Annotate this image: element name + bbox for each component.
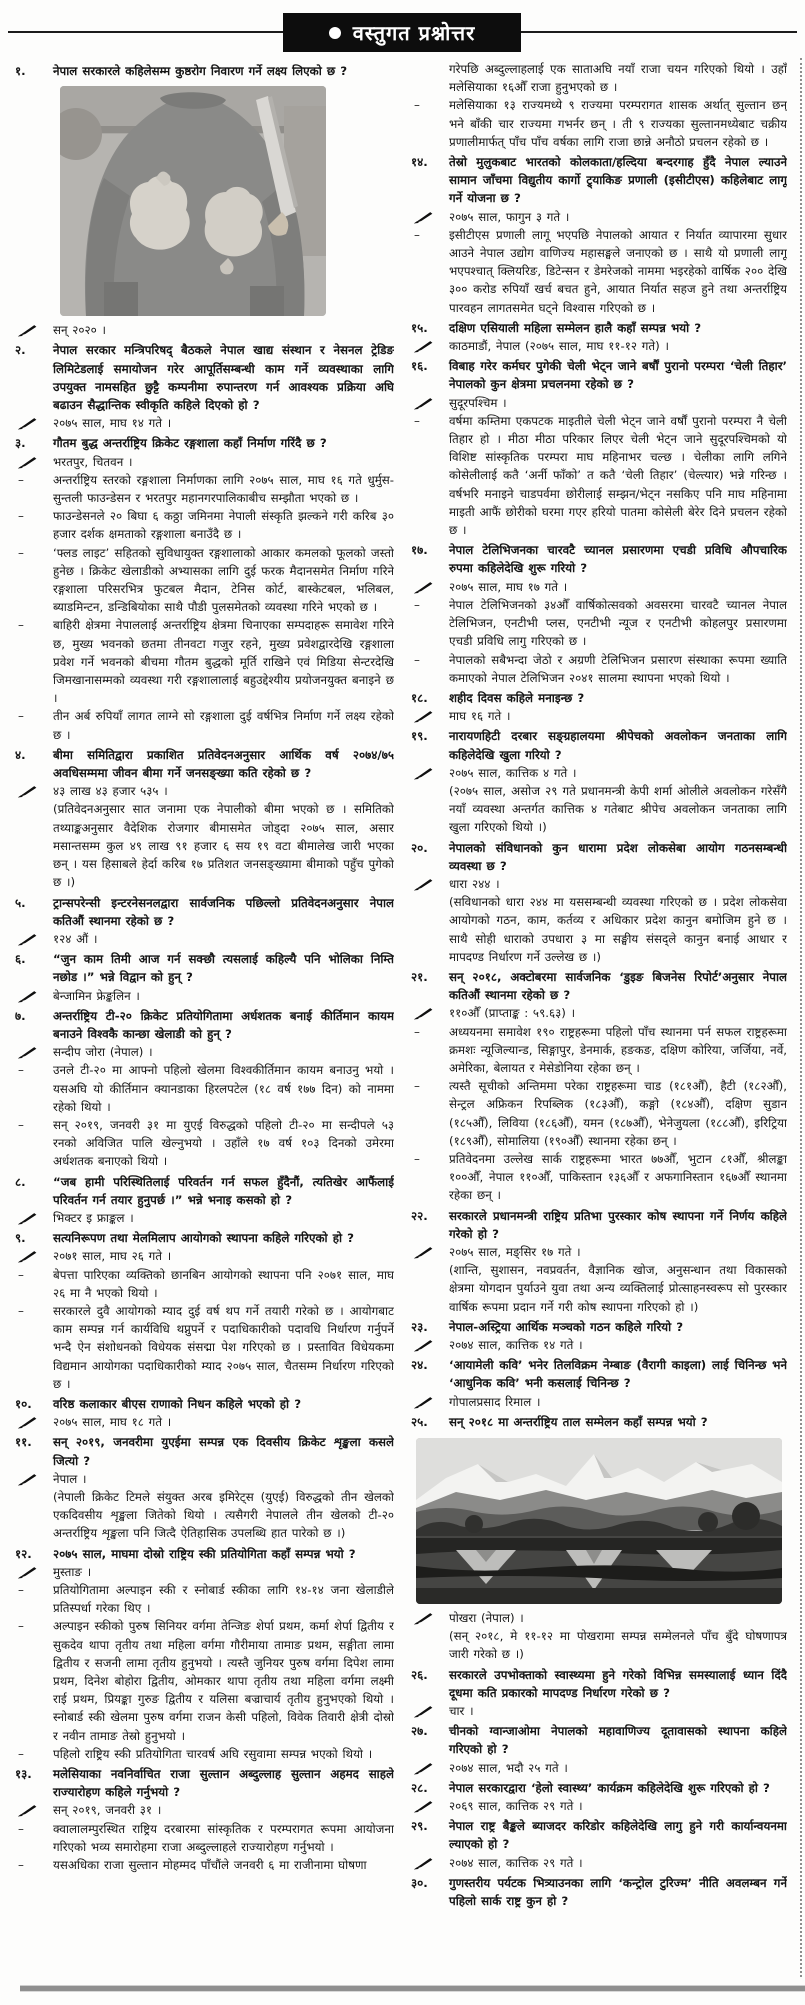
question-text: सन् २०१८, अक्टोबरमा सार्वजनिक ‘डुइङ बिजनेस रिपोर्ट’अनुसार नेपाल कतिऔं स्थानमा रहेको छ ?: [449, 969, 787, 1003]
right-margin-dotted-rule: [800, 58, 802, 1977]
question-item: [14, 341, 394, 414]
detail-item: [410, 96, 787, 151]
question-text: सत्यनिरूपण तथा मेलमिलाप आयोगको स्थापना कहिले गरिएको हो ?: [53, 1231, 354, 1246]
question-text: ट्रान्सपरेन्सी इन्टरनेसनलद्वारा सार्वजनिक पछिल्लो प्रतिवेदनअनुसार नेपाल कतिऔं स्थानमा रहेको छ ?: [53, 895, 394, 928]
answer-text: नेपाल ।: [53, 1471, 87, 1486]
answer-item: [410, 1004, 787, 1022]
answer-pen-icon: [413, 340, 434, 358]
answer-item: [410, 1702, 787, 1720]
question-number: ११.: [15, 1435, 32, 1450]
question-text: गौतम बुद्ध अन्तर्राष्ट्रिय क्रिकेट रङ्गशाला कहाँ निर्माण गरिंदै छ ?: [53, 436, 327, 451]
question-item: [410, 1874, 787, 1910]
detail-text: प्रतिवेदनमा उल्लेख सार्क राष्ट्रहरूमा भारत ७७औँ, भुटान ८१औँ, श्रीलङ्का १००औँ, नेपाल ११०औँ, पाकिस्तान १३६औँ र अफगानिस्तान १६७औँ स्थानमा रहेका छन् ।: [449, 1151, 787, 1203]
detail-item: [410, 1150, 787, 1205]
answer-item: [14, 453, 394, 471]
detail-item: [14, 471, 394, 507]
detail-item: [14, 507, 394, 543]
question-text: “जुन काम तिमी आज गर्न सक्छौ त्यसलाई कहिल्यै पनि भोलिका निम्ति नछोड ।” भन्ने विद्वान को हुन् ?: [53, 952, 394, 985]
question-item: [410, 1779, 787, 1797]
answer-text: भिक्टर इ फ्राङ्कल ।: [53, 1210, 134, 1225]
dash-marker: –: [414, 413, 420, 428]
question-text: नेपाल सरकारले कहिलेसम्म कुष्ठरोग निवारण गर्ने लक्ष्य लिएको छ ?: [53, 64, 348, 78]
question-item: [14, 1433, 394, 1469]
question-text: नेपाल सरकार मन्त्रिपरिषद् बैठकले नेपाल खाद्य संस्थान र नेसनल ट्रेडिङ लिमिटेडलाई समायोजन गरेर आपूर्तिसम्बन्धी काम गर्ने व्यवस्थाका लागि उपयुक्त नामसहित छुट्टै कम्पनीमा रुपान्तरण गर्न आवश्यक प्रक्रिया अघि बढाउन सैद्धान्तिक स्वीकृति कहिले दिएको हो ?: [53, 343, 394, 413]
answer-text: २०७४ साल, कात्तिक १४ गते ।: [449, 1338, 583, 1353]
question-text: वरिष्ठ कलाकार बीएस राणाको निधन कहिले भएको हो ?: [53, 1396, 302, 1411]
detail-text: यसअधिका राजा सुल्तान मोहम्मद पाँचौंले जनवरी ६ मा राजीनामा घोषणा: [53, 1858, 367, 1873]
question-text: सन् २०१९, जनवरीमा युएईमा सम्पन्न एक दिवसीय क्रिकेट शृङ्खला कसले जित्यो ?: [53, 1435, 394, 1468]
question-item: [14, 1545, 394, 1563]
answer-text: पोखरा (नेपाल) ।: [449, 1611, 524, 1626]
right-column: [410, 60, 787, 1974]
detail-item: [410, 412, 787, 539]
answer-text: गोपालप्रसाद रिमाल ।: [449, 1394, 541, 1409]
answer-pen-icon: [17, 417, 38, 435]
detail-text: पहिलो राष्ट्रिय स्की प्रतियोगिता चारवर्ष अघि रसुवामा सम्पन्न भएको थियो ।: [53, 1746, 373, 1761]
detail-item: [14, 616, 394, 707]
detail-item: [410, 1023, 787, 1078]
answer-item: [410, 578, 787, 596]
answer-pen-icon: [413, 710, 434, 728]
dash-marker: –: [18, 618, 24, 633]
question-item: [14, 1395, 394, 1413]
question-number: ६.: [15, 952, 26, 967]
question-text: शहीद दिवस कहिले मनाइन्छ ?: [449, 690, 585, 705]
question-item: [410, 319, 787, 337]
note-text: (सविधानको धारा २४४ मा यससम्बन्धी व्यवस्था गरिएको छ । प्रदेश लोकसेवा आयोगको गठन, काम, कर्तव्य र अधिकार प्रदेश कानुन बमोजिम हुने छ । साथै सोही धाराको उपधारा ३ मा सङ्घीय संसद्ले कानुन बनाई आधार र मापदण्ड निर्धारण गर्ने उल्लेख छ ।): [449, 895, 787, 964]
detail-item: [14, 1302, 394, 1393]
answer-item: [14, 987, 394, 1005]
dash-marker: –: [18, 1303, 24, 1318]
question-number: ४.: [15, 747, 26, 762]
note-item: [410, 1261, 787, 1316]
note-item: [410, 1627, 787, 1663]
question-number: १.: [15, 64, 26, 78]
dash-marker: –: [18, 472, 24, 487]
question-text: सरकारले प्रधानमन्त्री राष्ट्रिय प्रतिभा पुरस्कार कोष स्थापना गर्ने निर्णय कहिले गरेको हो ?: [449, 1208, 787, 1241]
question-text: अन्तर्राष्ट्रिय टी-२० क्रिकेट प्रतियोगितामा अर्धशतक बनाई कीर्तिमान कायम बनाउने विश्वकै कान्छा खेलाडी को हुन् ?: [53, 1008, 394, 1041]
bottom-rule: [20, 1986, 805, 1991]
question-number: १४.: [411, 155, 428, 170]
answer-pen-icon: [413, 1339, 434, 1357]
answer-pen-icon: [17, 1416, 38, 1434]
detail-item: [14, 1745, 394, 1763]
question-number: १५.: [411, 320, 428, 335]
dash-marker: –: [414, 98, 420, 113]
page-title: वस्तुगत प्रश्नोत्तर: [352, 21, 476, 45]
question-number: ३०.: [411, 1875, 428, 1890]
question-number: २१.: [411, 969, 428, 984]
question-item: [410, 1207, 787, 1243]
detail-text: इसीटीएस प्रणाली लागू भएपछि नेपालको आयात र निर्यात व्यापारमा सुधार आउने नेपाल उद्योग वाणिज्य महासङ्घले जनाएको छ । साथै यो प्रणाली लागू भएपश्चात् क्लियरिङ, डिटेन्सन र डेमरेजको नाममा भइरहेको वार्षिक २०० देखि ३०० करोड रुपियाँ खर्च बचत हुने, आयात निर्यात सहज हुने तथा अन्तर्राष्ट्रिय पारवहन लागतसमेत घट्ने विश्वास गरिएको छ ।: [449, 227, 787, 315]
detail-text: क्वालालम्पुरस्थित राष्ट्रिय दरबारमा सांस्कृतिक र परम्परागत रूपमा आयोजना गरिएको भव्य समारोहमा राजा अब्दुल्लाहले राज्यारोहण गर्नुभयो ।: [53, 1821, 394, 1854]
detail-item: [410, 226, 787, 317]
answer-text: धारा २४४ ।: [449, 876, 500, 891]
question-text: विबाह गरेर कर्मघर पुगेकी चेली भेट्न जाने बर्षौं पुरानो परम्परा ‘चेली तिहार’ नेपालको कुन क्षेत्रमा प्रचलनमा रहेको छ ?: [449, 359, 787, 392]
question-item: [410, 357, 787, 393]
question-item: [14, 1007, 394, 1043]
left-column: [14, 60, 394, 1974]
answer-text: मुस्ताङ ।: [53, 1564, 92, 1579]
note-text: गरेपछि अब्दुल्लाहलाई एक साताअघि नयाँ राजा चयन गरिएको थियो । उहाँ मलेसियाका १६औँ राजा हुनुभएको छ ।: [449, 62, 787, 95]
answer-item: [14, 1801, 394, 1819]
answer-text: सुदूरपश्चिम ।: [449, 395, 507, 410]
question-text: सन् २०१८ मा अन्तर्राष्ट्रिय ताल सम्मेलन कहाँ सम्पन्न भयो ?: [449, 1414, 708, 1429]
answer-item: [410, 1243, 787, 1261]
dash-marker: –: [18, 709, 24, 724]
question-text: चीनको ग्वान्जाओमा नेपालको महावाणिज्य दूतावासको स्थापना कहिले गरिएको हो ?: [449, 1724, 787, 1757]
answer-item: [14, 782, 394, 800]
answer-item: [410, 208, 787, 226]
answer-item: [410, 1854, 787, 1872]
question-number: २.: [15, 343, 26, 358]
question-number: २२.: [411, 1208, 428, 1223]
answer-text: सन्दीप जोरा (नेपाल) ।: [53, 1045, 153, 1060]
detail-text: वर्षमा कम्तिमा एकपटक माइतीले चेली भेट्न जाने वर्षौं पुरानो परम्परा नै चेली तिहार हो । मीठा मीठा परिकार लिएर चेली भेट्न जाने सुदूरपश्चिमको यो विशिष्ट सांस्कृतिक परम्परा माघ महिनाभर चल्छ । चेलीका लागि लगिने कोसेलीलाई कतै ‘अर्नी फाँको’ त कतै ‘चेली तिहार’ (चेल्त्यार) भन्ने गरिन्छ । वर्षभरि मनाइने चाडपर्वमा छोरीलाई सम्झन/भेट्न नसकिए पनि माघ महिनामा माइती आफैं छोरीको घरमा गएर हरियो पातमा कोसेली बेरेर दिने प्रचलन रहेको छ ।: [449, 413, 787, 538]
answer-text: सन् २०२० ।: [53, 323, 107, 338]
question-item: [410, 1722, 787, 1758]
dash-marker: –: [414, 1079, 420, 1094]
dash-marker: –: [18, 1063, 24, 1078]
dash-marker: –: [18, 1821, 24, 1836]
detail-item: [410, 1077, 787, 1150]
dash-marker: –: [414, 597, 420, 612]
answer-text: २०७५ साल, माघ १८ गते ।: [53, 1415, 172, 1430]
detail-text: अन्तर्राष्ट्रिय स्तरको रङ्गशाला निर्माणका लागि २०७५ साल, माघ १६ गते धुर्मुस-सुन्तली फाउन्डेसन र भरतपुर महानगरपालिकाबीच सम्झौता भएको छ ।: [53, 472, 394, 506]
answer-pen-icon: [17, 933, 38, 951]
question-number: १२.: [15, 1546, 32, 1561]
answer-text: बेन्जामिन फ्रेङ्कलिन ।: [53, 988, 140, 1003]
note-text: (२०७५ साल, असोज २९ गते प्रधानमन्त्री केपी शर्मा ओलीले अवलोकन गरेसँगै नयाँ व्यवस्था अन्तर्गत कात्तिक ४ गतेबाट श्रीपेच अवलोकन जनताका लागि खुला गरिएको थियो ।): [449, 783, 787, 835]
question-number: १८.: [411, 690, 428, 705]
question-number: १६.: [411, 359, 428, 374]
detail-text: प्रतियोगितामा अल्पाइन स्की र स्नोबार्ड स्कीका लागि १४-१४ जना खेलाडीले प्रतिस्पर्धा गरेका थिए ।: [53, 1583, 394, 1616]
question-item: [14, 1173, 394, 1209]
answer-item: [14, 1563, 394, 1581]
answer-item: [14, 1413, 394, 1431]
answer-item: [14, 414, 394, 432]
answer-item: [410, 1393, 787, 1411]
question-text: मलेसियाका नवनिर्वाचित राजा सुल्तान अब्दुल्लाह सुल्तान अहमद साहले राज्यारोहण कहिले गर्नुभयो ?: [53, 1767, 394, 1800]
answer-item: [14, 1043, 394, 1061]
answer-pen-icon: [413, 1705, 434, 1723]
answer-text: ११०औँ (प्राप्ताङ्क : ५९.६३) ।: [449, 1006, 576, 1021]
answer-text: माघ १६ गते ।: [449, 709, 511, 724]
bullet-circle-icon: [329, 27, 341, 39]
question-item: [410, 1666, 787, 1702]
detail-text: बेपत्ता पारिएका व्यक्तिको छानबिन आयोगको स्थापना पनि २०७१ साल, माघ २६ मा नै भएको थियो ।: [53, 1267, 394, 1300]
question-text: नारायणहिटी दरबार सङ्ग्रहालयमा श्रीपेचको अवलोकन जनताका लागि कहिलेदेखि खुला गरियो ?: [449, 729, 787, 762]
answer-text: काठमाडौं, नेपाल (२०७५ साल, माघ ११-१२ गते) ।: [449, 339, 669, 354]
dash-marker: –: [18, 1583, 24, 1598]
detail-text: तीन अर्ब रुपियाँ लागत लाग्ने सो रङ्गशाला दुई वर्षभित्र निर्माण गर्ने लक्ष्य रहेको छ ।: [53, 709, 394, 742]
question-number: २९.: [411, 1819, 428, 1834]
answer-text: सन् २०१९, जनवरी ३१ ।: [53, 1803, 162, 1818]
question-item: [410, 1817, 787, 1853]
answer-item: [14, 1247, 394, 1265]
question-text: बीमा समितिद्वारा प्रकाशित प्रतिवेदनअनुसार आर्थिक वर्ष २०७४/७५ अवधिसम्ममा जीवन बीमा गर्ने जनसङ्ख्या कति रहेको छ ?: [53, 747, 394, 781]
answer-pen-icon: [413, 1396, 434, 1414]
question-number: ८.: [15, 1174, 26, 1189]
dash-marker: –: [18, 545, 24, 560]
question-item: [14, 746, 394, 782]
page-header: [283, 13, 521, 52]
detail-text: त्यस्तै सूचीको अन्तिममा परेका राष्ट्रहरूमा चाड (१८१औँ), हैटी (१८२औँ), सेन्ट्रल अफ्रिकन रिपब्लिक (१८३औँ), कङ्गो (१८४औँ), दक्षिण सुडान (१८५औँ), लिविया (१८६औँ), यमन (१८७औँ), भेनेजुयला (१८८औँ), इरिट्रिया (१८९औँ), सोमालिया (१९०औँ) स्थानमा रहेका छन् ।: [449, 1079, 787, 1148]
answer-text: २०७५ साल, माघ १४ गते ।: [53, 416, 172, 431]
detail-text: सन् २०१९, जनवरी ३१ मा युएई विरुद्धको पहिलो टी-२० मा सन्दीपले ५३ रनको अविजित पालि खेल्नुभयो । उहाँले १७ वर्ष १०३ दिनको उमेरमा अर्धशतक बनाएको थियो ।: [53, 1117, 394, 1169]
answer-item: [410, 1797, 787, 1815]
leprosy-hands-photo: [60, 86, 326, 316]
note-item: [14, 1488, 394, 1543]
detail-text: अध्ययनमा समावेश १९० राष्ट्रहरूमा पहिलो पाँच स्थानमा पर्न सफल राष्ट्रहरूमा क्रमशः न्यूजिल्यान्ड, सिङ्गापुर, डेनमार्क, हङकङ, दक्षिण कोरिया, जर्जिया, नर्वे, अमेरिका, बेलायत र मेसेडोनिया रहेका छन् ।: [449, 1024, 787, 1075]
detail-text: फाउन्डेसनले २० बिघा ६ कठ्ठा जमिनमा नेपाली संस्कृति झल्कने गरी करिब ३० हजार दर्शक क्षमताको रङ्गशाला बनाउँदै छ ।: [53, 509, 394, 542]
question-number: १९.: [411, 729, 428, 744]
question-item: [14, 1229, 394, 1247]
detail-text: उनले टी-२० मा आफ्नो पहिलो खेलमा विश्वकीर्तिमान कायम बनाउनु भयो । यसअघि यो कीर्तिमान क्यानडाका हिरलपटेल (१८ वर्ष १७७ दिन) को नाममा रहेको थियो ।: [53, 1063, 394, 1114]
answer-pen-icon: [413, 1800, 434, 1818]
answer-item: [410, 337, 787, 355]
question-item: [410, 1318, 787, 1336]
question-item: [410, 1413, 787, 1431]
question-text: ‘आयामेली कवि’ भनेर तिलविक्रम नेम्बाङ (वैरागी काइला) लाई चिनिन्छ भने ‘आधुनिक कवि’ भनी कसलाई चिनिन्छ ?: [449, 1358, 787, 1391]
question-item: [410, 727, 787, 763]
question-text: “जब हामी परिस्थितिलाई परिवर्तन गर्न सफल हुँदैनौं, त्यतिखेर आफैंलाई परिवर्तन गर्न तयार हुनुपर्छ ।” भन्ने भनाइ कसको हो ?: [53, 1174, 394, 1207]
answer-item: [14, 321, 394, 339]
detail-item: [14, 1617, 394, 1744]
answer-text: २०७१ साल, माघ २६ गते ।: [53, 1249, 172, 1264]
note-text: (शान्ति, सुशासन, नवप्रवर्तन, वैज्ञानिक खोज, अनुसन्धान तथा विकासको क्षेत्रमा योगदान पुर्याउने युवा तथा अन्य व्यक्तिलाई प्रोत्साहनस्वरूप सो पुरस्कार वार्षिक रूपमा प्रदान गर्ने गरी कोष स्थापना गरिएको हो ।): [449, 1263, 787, 1314]
detail-item: [14, 1116, 394, 1171]
answer-item: [14, 1209, 394, 1227]
detail-item: [14, 1820, 394, 1856]
answer-text: २०७५ साल, कात्तिक ४ गते ।: [449, 765, 577, 780]
answer-pen-icon: [17, 1212, 38, 1230]
answer-item: [410, 764, 787, 782]
answer-text: चार ।: [449, 1704, 474, 1719]
detail-item: [14, 544, 394, 617]
question-text: नेपाल टेलिभिजनका चारवटै च्यानल प्रसारणमा एचडी प्रविधि औपचारिक रुपमा कहिलेदेखि शुरू गरियो ?: [449, 543, 787, 576]
answer-pen-icon: [413, 1857, 434, 1875]
question-number: २५.: [411, 1414, 428, 1429]
dash-marker: –: [18, 1117, 24, 1132]
question-number: २८.: [411, 1780, 428, 1795]
detail-text: मलेसियाका १३ राज्यमध्ये ९ राज्यमा परम्परागत शासक अर्थात् सुल्तान छन् भने बाँकी चार राज्यमा गभर्नर छन् । ती ९ राज्यका सुल्तानमध्येबाट चक्रीय प्रणालीमार्फत् पाँच पाँच वर्षका लागि राजा छान्ने अनौठो प्रचलन रहेको छ ।: [449, 98, 787, 149]
note-text: (नेपाली क्रिकेट टिमले संयुक्त अरब इमिरेट्स (युएई) विरुद्धको तीन खेलको एकदिवसीय शृङ्खला जितेको थियो । त्यसैगरी नेपालले तीन खेलको टी-२० अन्तर्राष्ट्रिय शृङ्खला पनि जित्दै ऐतिहासिक उपलब्धि हात पारेको छ ।): [53, 1490, 394, 1541]
answer-item: [410, 394, 787, 412]
detail-item: [14, 1581, 394, 1617]
question-item: [410, 968, 787, 1004]
question-number: १३.: [15, 1767, 32, 1782]
answer-pen-icon: [17, 324, 38, 342]
question-text: नेपाल सरकारद्वारा ‘हेलो स्वास्थ्य’ कार्यक्रम कहिलेदेखि शुरू गरिएको हो ?: [449, 1780, 770, 1795]
question-number: ५.: [15, 895, 26, 910]
question-number: २४.: [411, 1358, 428, 1373]
dash-marker: –: [18, 1267, 24, 1282]
question-number: २०.: [411, 840, 428, 855]
question-text: दक्षिण एसियाली महिला सम्मेलन हालै कहाँ सम्पन्न भयो ?: [449, 320, 702, 335]
question-item: [14, 950, 394, 986]
question-item: [410, 839, 787, 875]
answer-text: भरतपुर, चितवन ।: [53, 454, 133, 469]
dash-marker: –: [18, 1746, 24, 1761]
answer-text: २०७५ साल, फागुन ३ गते ।: [449, 209, 570, 224]
question-item: [14, 434, 394, 452]
detail-item: [14, 1061, 394, 1116]
dash-marker: –: [414, 652, 420, 667]
question-text: गुणस्तरीय पर्यटक भित्र्याउनका लागि ‘कन्ट्रोल टुरिज्म’ नीति अवलम्बन गर्ने पहिलो सार्क राष्ट्र कुन हो ?: [449, 1875, 787, 1909]
answer-item: [14, 930, 394, 948]
question-item: [14, 894, 394, 930]
lake-mountains-photo: [416, 1438, 782, 1604]
answer-pen-icon: [17, 990, 38, 1008]
detail-text: सरकारले दुवै आयोगको म्याद दुई वर्ष थप गर्ने तयारी गरेको छ । आयोगबाट काम सम्पन्न गर्न कार्यविधि थप्नुपर्ने र पदाधिकारीको पदावधि निर्धारण गर्नुपर्ने भन्दै ऐन संशोधनको विधेयक संसद्मा पेश गरिएको छ । प्रस्तावित विधेयकमा विद्यमान आयोगका पदाधिकारीको म्याद २०७५ साल, चैतसम्म निर्धारण गरिएको छ ।: [53, 1303, 394, 1391]
question-number: ७.: [15, 1008, 26, 1023]
question-number: २६.: [411, 1667, 428, 1682]
question-item: [410, 1356, 787, 1392]
question-text: २०७५ साल, माघमा दोस्रो राष्ट्रिय स्की प्रतियोगिता कहाँ सम्पन्न भयो ?: [53, 1546, 356, 1561]
answer-text: २०७४ साल, भदौ २५ गते ।: [449, 1760, 568, 1775]
detail-text: नेपालको सबैभन्दा जेठो र अग्रणी टेलिभिजन प्रसारण संस्थाका रूपमा ख्याति कमाएको नेपाल टेलिभिजन २०४१ सालमा स्थापना भएको थियो ।: [449, 652, 787, 685]
answer-text: २०६९ साल, कात्तिक २९ गते ।: [449, 1799, 583, 1814]
question-text: नेपाल-अस्ट्रिया आर्थिक मञ्चको गठन कहिले गरियो ?: [449, 1319, 684, 1334]
dash-marker: –: [18, 509, 24, 524]
detail-item: [410, 596, 787, 651]
question-number: ३.: [15, 436, 26, 451]
note-item: [410, 782, 787, 837]
question-number: १०.: [15, 1396, 32, 1411]
detail-text: नेपाल टेलिभिजनको ३४औँ वार्षिकोत्सवको अवसरमा चारवटै च्यानल नेपाल टेलिभिजन, एनटीभी प्लस, एनटीभी न्यूज र एनटीभी कोहलपुर प्रसारणमा एचडी प्रविधि लागु गरिएको छ ।: [449, 597, 787, 649]
answer-pen-icon: [413, 1762, 434, 1780]
question-number: २७.: [411, 1724, 428, 1739]
answer-text: ४३ लाख ४३ हजार ५३५ ।: [53, 784, 168, 799]
question-item: [410, 689, 787, 707]
question-text: नेपालको संविधानको कुन धारामा प्रदेश लोकसेबा आयोग गठनसम्बन्धी व्यवस्था छ ?: [449, 840, 787, 873]
note-item: [14, 800, 394, 891]
note-item: [410, 893, 787, 966]
question-number: ९.: [15, 1231, 26, 1246]
answer-item: [410, 1609, 787, 1627]
question-text: नेपाल राष्ट्र बैङ्कले ब्याजदर करिडोर कहिलेदेखि लागु हुने गरी कार्यान्वयनमा ल्याएको हो ?: [449, 1819, 787, 1852]
note-text: (सन् २०१८, मे ११-१२ मा पोखरामा सम्पन्न सम्मेलनले पाँच बुँदे घोषणापत्र जारी गरेको छ ।): [449, 1629, 787, 1662]
question-item: [410, 541, 787, 577]
question-number: २३.: [411, 1319, 428, 1334]
question-number: १७.: [411, 543, 428, 558]
dash-marker: –: [414, 1024, 420, 1039]
answer-item: [410, 875, 787, 893]
question-item: [14, 1765, 394, 1801]
dash-marker: –: [18, 1858, 24, 1873]
answer-item: [410, 1759, 787, 1777]
question-item: [410, 153, 787, 208]
answer-item: [410, 707, 787, 725]
answer-item: [14, 1470, 394, 1488]
detail-item: [14, 1266, 394, 1302]
answer-text: २०७५ साल, माघ १७ गते ।: [449, 579, 568, 594]
detail-item: [14, 707, 394, 743]
answer-item: [410, 1336, 787, 1354]
dash-marker: –: [18, 1619, 24, 1634]
detail-text: ‘फ्लड लाइट’ सहितको सुविधायुक्त रङ्गशालाको आकार कमलको फूलको जस्तो हुनेछ । क्रिकेट खेलाडीको अभ्यासका लागि दुई फरक मैदानसमेत निर्माण गरिने रङ्गशाला परिसरभित्र फुटबल मैदान, टेनिस कोर्ट, बास्केटबल, भलिबल, ब्याडमिन्टन, डन्डिबियोका साथै पौडी पुलसमेतको व्यवस्था गरिने भएको छ ।: [53, 545, 394, 615]
dash-marker: –: [414, 227, 420, 242]
detail-text: बाहिरी क्षेत्रमा नेपाललाई अन्तर्राष्ट्रिय क्षेत्रमा चिनाएका सम्पदाहरू समावेश गरिने छ, मुख्य भवनको छतमा तीनवटा गजुर रहने, मुख्य प्रवेशद्वारदेखि रङ्गशाला प्रवेश गर्ने भवनको बीचमा गौतम बुद्धको मूर्ति राखिने एवं मिडिया सेन्टरदेखि जिमखानासम्मको व्यवस्था गरी रङ्गशालालाई बहुउद्देश्यीय प्रयोजनयुक्त बनाइने छ ।: [53, 618, 394, 706]
answer-text: २०७५ साल, मङ्सिर १७ गते ।: [449, 1245, 581, 1259]
two-column-body: [14, 60, 793, 1974]
detail-item: [14, 1856, 394, 1874]
detail-text: अल्पाइन स्कीको पुरुष सिनियर वर्गमा तेन्जिङ शेर्पा प्रथम, कर्मा शेर्पा द्वितीय र सुकदेव थापा तृतीय तथा महिला वर्गमा गौरीमाया तामाङ प्रथम, सङ्गीता लामा द्वितीय र सजनी लामा तृतीय हुनुभयो । त्यस्तै जुनियर पुरुष वर्गमा दिपेश लामा प्रथम, दिनेश बोहोरा द्वितीय, ओमकार थापा तृतीय तथा महिला वर्गमा लक्ष्मी राई प्रथम, प्रियङ्का गुरुङ द्वितीय र यलिसा बज्राचार्य तृतीय हुनुभएको थियो । स्नोबार्ड स्की खेलमा पुरुष वर्गमा राजन केसी पहिलो, विवेक तिवारी क्षेत्री दोस्रो र नवीन तामाङ तेस्रो हुनुभयो ।: [53, 1619, 394, 1743]
answer-text: २०७४ साल, कात्तिक २९ गते ।: [449, 1855, 583, 1870]
question-text: सरकारले उपभोक्ताको स्वास्थ्यमा हुने गरेको विभिन्न समस्यालाई ध्यान दिंदै दूधमा कति प्रकारको मापदण्ड निर्धारण गरेको छ ?: [449, 1667, 787, 1700]
question-text: तेस्रो मुलुकबाट भारतको कोलकाता/हल्दिया बन्दरगाह हुँदै नेपाल ल्याउने सामान जाँचमा विद्युतीय कार्गो ट्र्याकिङ प्रणाली (इसीटीएस) कहिलेबाट लागू गर्ने योजना छ ?: [449, 155, 787, 206]
question-item: [14, 62, 394, 80]
dash-marker: –: [414, 1151, 420, 1166]
note-text: (प्रतिवेदनअनुसार सात जनामा एक नेपालीको बीमा भएको छ । समितिको तथ्याङ्कअनुसार वैदेशिक रोजगार बीमासमेत जोड्दा २०७५ साल, असार मसान्तसम्म कुल ४९ लाख ९१ हजार ६ सय १९ वटा बीमालेख जारी भएका छन् । यस हिसाबले हेर्दा करिब १७ प्रतिशत जनसङ्ख्यामा बीमाको पहुँच पुगेको छ ।): [53, 802, 394, 890]
answer-text: १२४ औं ।: [53, 931, 98, 946]
detail-item: [410, 651, 787, 687]
note-item: [410, 60, 787, 96]
